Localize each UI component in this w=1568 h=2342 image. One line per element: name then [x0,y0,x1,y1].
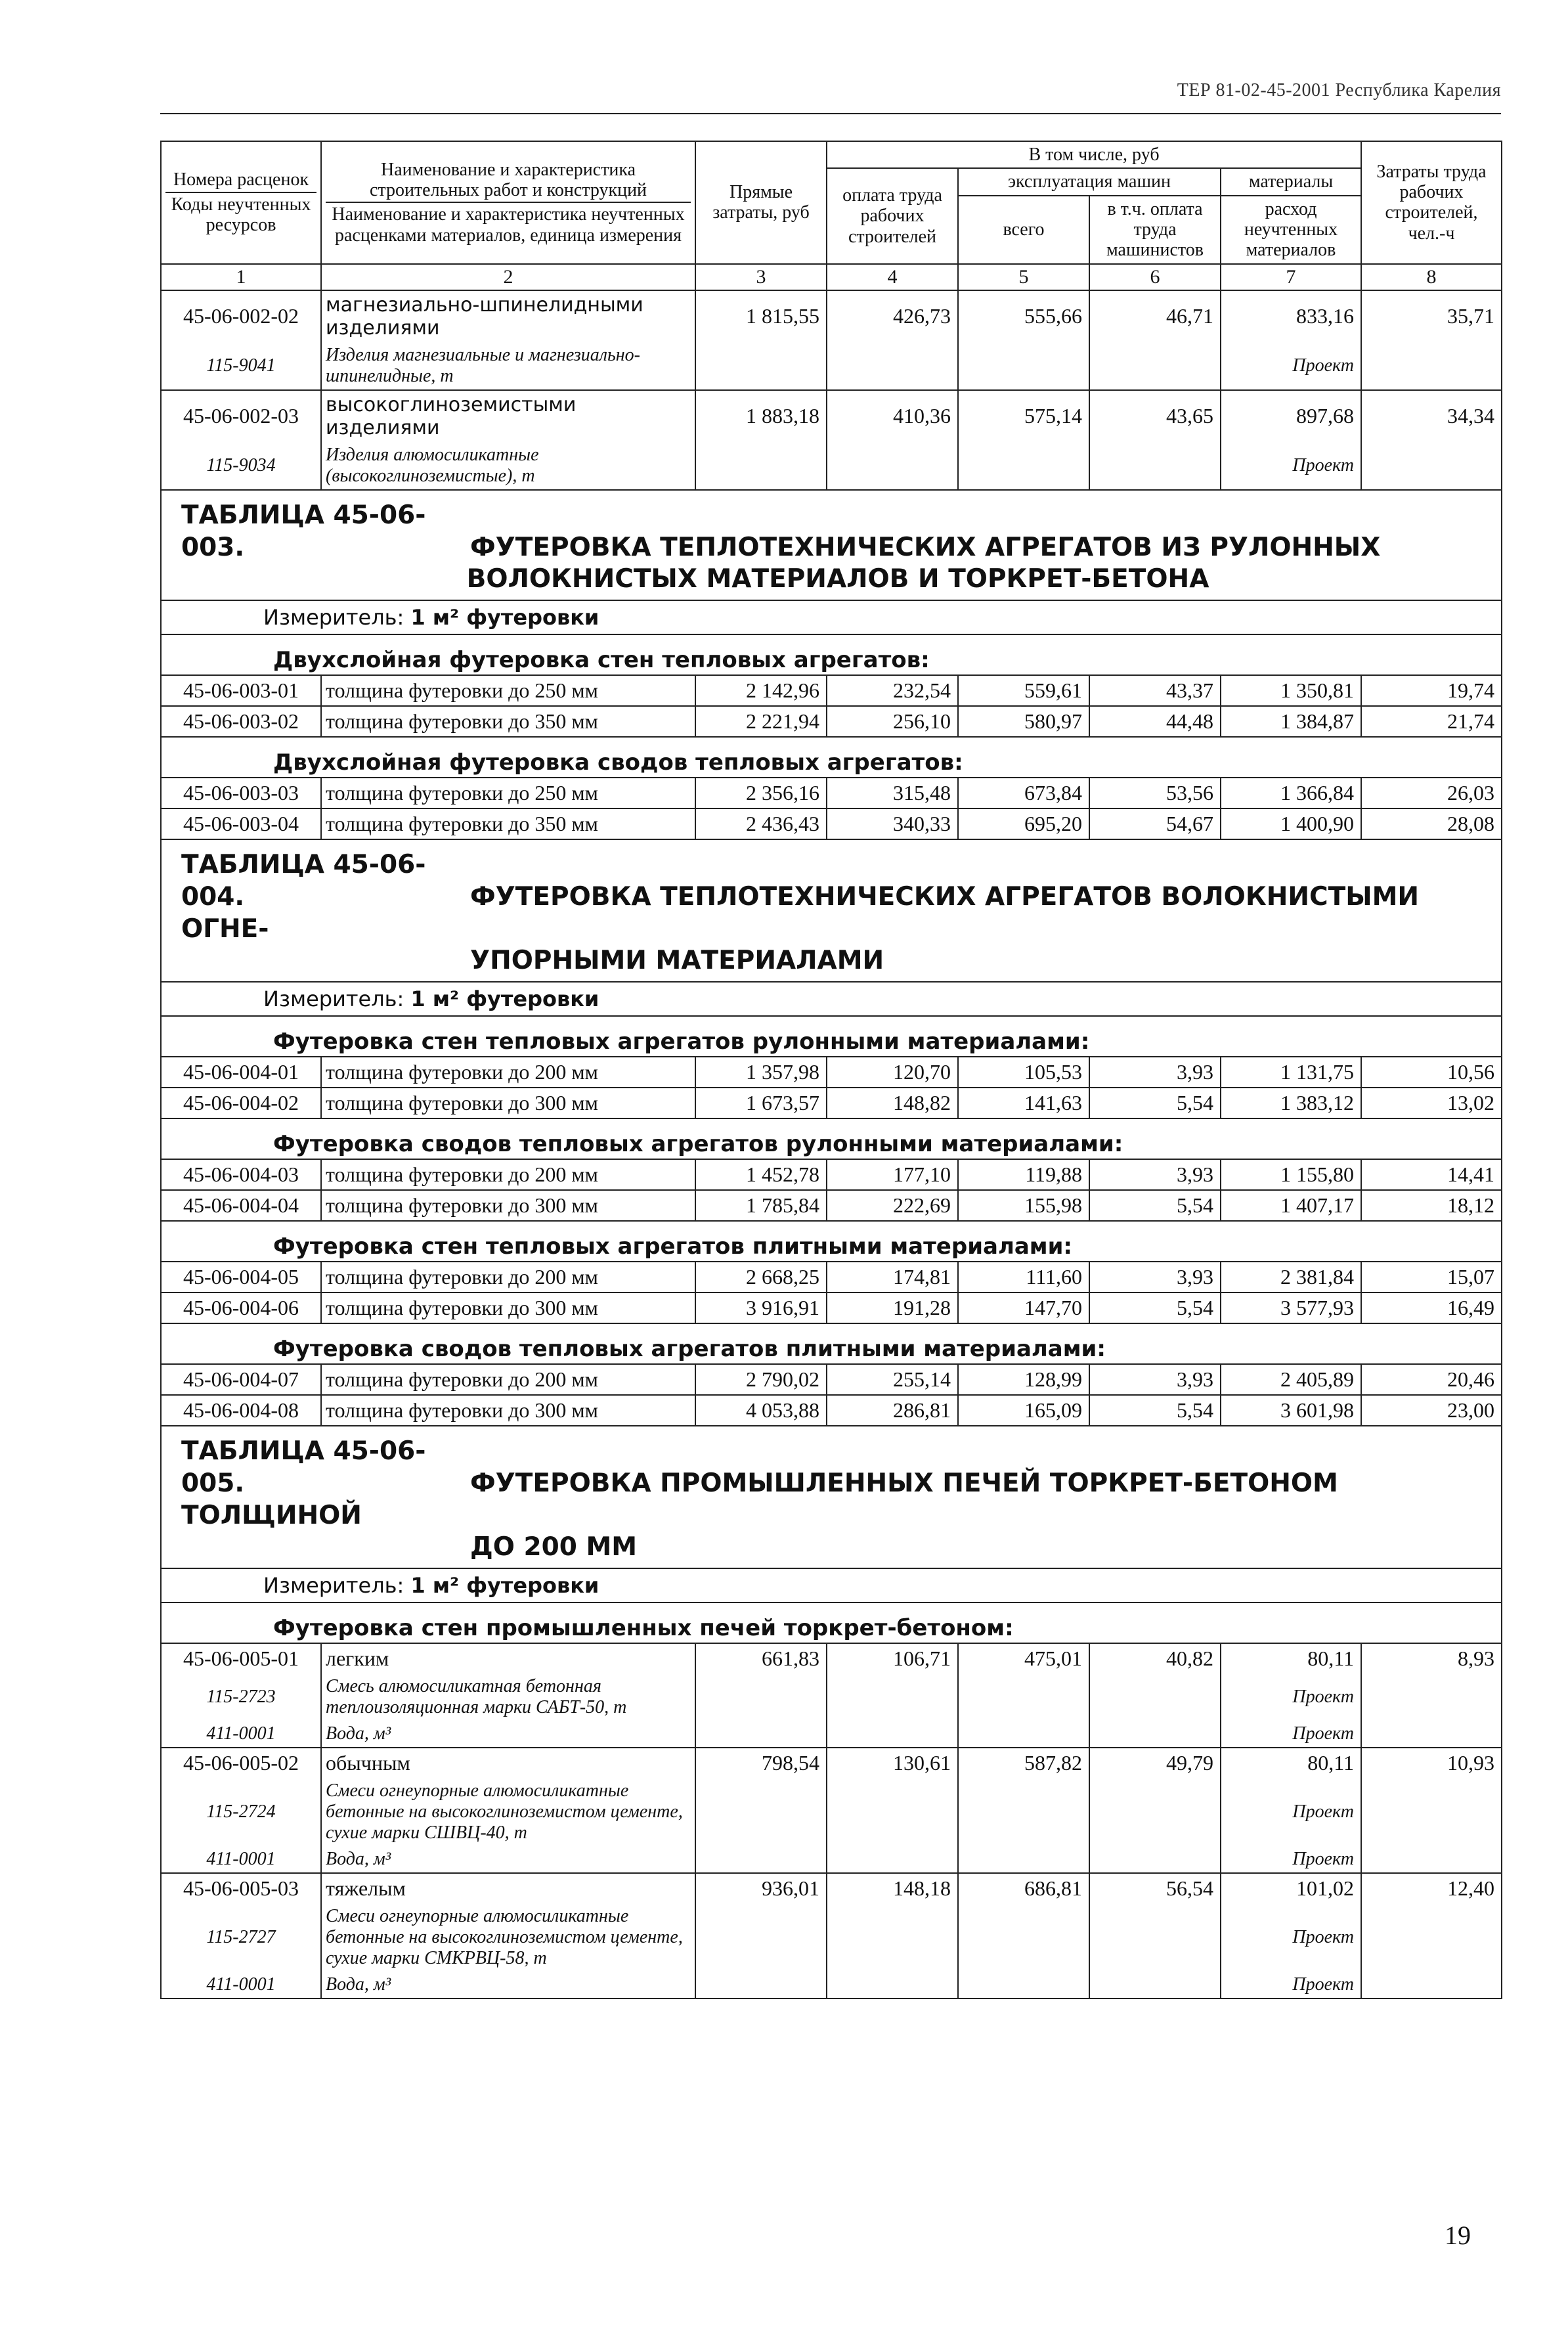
material-row: 411-0001 Вода, м³ Проект [161,1972,1502,1999]
table-title-004: ТАБЛИЦА 45-06-004. ФУТЕРОВКА ТЕПЛОТЕХНИЧЕСКИХ АГРЕГАТОВ ВОЛОКНИСТЫМИ ОГНЕ- УПОРНЫМИ МАТЕРИАЛАМИ [161,839,1502,982]
table-row: 45-06-004-02 толщина футеровки до 300 мм 1 673,57 148,82 141,63 5,54 1 383,12 13,02 [161,1088,1502,1118]
section-title: Футеровка сводов тепловых агрегатов рулонными материалами: [161,1118,1502,1159]
table-row: 45-06-003-04 толщина футеровки до 350 мм 2 436,43 340,33 695,20 54,67 1 400,90 28,08 [161,808,1502,839]
measure-unit-004: Измеритель: 1 м² футеровки [161,982,1502,1016]
table-row: 45-06-004-01 толщина футеровки до 200 мм 1 357,98 120,70 105,53 3,93 1 131,75 10,56 [161,1057,1502,1088]
section-title: Двухслойная футеровка сводов тепловых агрегатов: [161,737,1502,778]
table-row: 45-06-002-03 высокоглиноземистыми изделиями 1 883,18 410,36 575,14 43,65 897,68 34,34 [161,390,1502,442]
table-row: 45-06-003-03 толщина футеровки до 250 мм 2 356,16 315,48 673,84 53,56 1 366,84 26,03 [161,778,1502,808]
material-row: 115-9041 Изделия магнезиальные и магнезиально-шпинелидные, т Проект [161,342,1502,390]
table-row: 45-06-005-02 обычным 798,54 130,61 587,82 49,79 80,11 10,93 [161,1748,1502,1778]
page-number: 19 [1445,2220,1471,2250]
section-title: Футеровка стен промышленных печей торкрет-бетоном: [161,1602,1502,1643]
rates-table [160,141,1502,1999]
section-title: Футеровка стен тепловых агрегатов плитными материалами: [161,1221,1502,1262]
measure-unit-005: Измеритель: 1 м² футеровки [161,1568,1502,1602]
col-header-materials: материалы [1221,168,1361,195]
table-row: 45-06-003-01 толщина футеровки до 250 мм 2 142,96 232,54 559,61 43,37 1 350,81 19,74 [161,675,1502,706]
table-row: 45-06-004-08 толщина футеровки до 300 мм 4 053,88 286,81 165,09 5,54 3 601,98 23,00 [161,1395,1502,1426]
col-header-4: оплата труда рабочих строителей [827,168,958,263]
table-title-003: ТАБЛИЦА 45-06-003. ФУТЕРОВКА ТЕПЛОТЕХНИЧЕСКИХ АГРЕГАТОВ ИЗ РУЛОННЫХ ВОЛОКНИСТЫХ МАТЕРИАЛОВ И ТОРКРЕТ-БЕТОНА [161,490,1502,600]
col-header-machines: эксплуатация машин [958,168,1221,195]
table-row: 45-06-004-06 толщина футеровки до 300 мм 3 916,91 191,28 147,70 5,54 3 577,93 16,49 [161,1293,1502,1323]
col-header-3: Прямые затраты, руб [695,141,827,264]
column-numbers-row: 1 2 3 4 5 6 7 8 [161,264,1502,290]
measure-unit-003: Измеритель: 1 м² футеровки [161,600,1502,634]
header-rule [160,113,1501,114]
col-header-8: Затраты труда рабочих строителей, чел.-ч [1361,141,1502,264]
section-title: Двухслойная футеровка стен тепловых агрегатов: [161,634,1502,675]
table-row: 45-06-003-02 толщина футеровки до 350 мм 2 221,94 256,10 580,97 44,48 1 384,87 21,74 [161,706,1502,737]
table-row: 45-06-004-03 толщина футеровки до 200 мм 1 452,78 177,10 119,88 3,93 1 155,80 14,41 [161,1159,1502,1190]
table-row: 45-06-004-04 толщина футеровки до 300 мм 1 785,84 222,69 155,98 5,54 1 407,17 18,12 [161,1190,1502,1221]
table-title-005: ТАБЛИЦА 45-06-005. ФУТЕРОВКА ПРОМЫШЛЕННЫХ ПЕЧЕЙ ТОРКРЕТ-БЕТОНОМ ТОЛЩИНОЙ ДО 200 ММ [161,1426,1502,1568]
material-row: 115-2723 Смесь алюмосиликатная бетонная теплоизоляционная марки САБТ-50, т Проект [161,1673,1502,1721]
col-header-group: В том числе, руб [827,141,1361,168]
material-row: 115-2724 Смеси огнеупорные алюмосиликатные бетонные на высокоглиноземистом цементе, сухие марки СШВЦ-40, т Проект [161,1778,1502,1846]
section-title: Футеровка сводов тепловых агрегатов плитными материалами: [161,1323,1502,1364]
rates-table-frame [160,141,1501,1999]
material-row: 115-2727 Смеси огнеупорные алюмосиликатные бетонные на высокоглиноземистом цементе, сухие марки СМКРВЦ-58, т Проект [161,1903,1502,1972]
col-header-6: в т.ч. оплата труда машинистов [1089,196,1221,264]
table-row: 45-06-002-02 магнезиально-шпинелидными изделиями 1 815,55 426,73 555,66 46,71 833,16 35,71 [161,290,1502,342]
col-header-1: Номера расценок Коды неучтенных ресурсов [161,141,321,264]
col-header-7: расход неучтенных материалов [1221,196,1361,264]
material-row: 115-9034 Изделия алюмосиликатные (высокоглиноземистые), т Проект [161,442,1502,490]
table-row: 45-06-004-05 толщина футеровки до 200 мм 2 668,25 174,81 111,60 3,93 2 381,84 15,07 [161,1262,1502,1293]
col-header-5: всего [958,196,1089,264]
table-row: 45-06-004-07 толщина футеровки до 200 мм 2 790,02 255,14 128,99 3,93 2 405,89 20,46 [161,1364,1502,1395]
table-row: 45-06-005-01 легким 661,83 106,71 475,01 40,82 80,11 8,93 [161,1643,1502,1673]
material-row: 411-0001 Вода, м³ Проект [161,1846,1502,1873]
material-row: 411-0001 Вода, м³ Проект [161,1721,1502,1748]
section-title: Футеровка стен тепловых агрегатов рулонными материалами: [161,1016,1502,1057]
col-header-2: Наименование и характеристика строительных работ и конструкций Наименование и характеристика неучтенных расценками материалов, единица измерения [321,141,695,264]
running-header: ТЕР 81-02-45-2001 Республика Карелия [1177,80,1501,100]
table-row: 45-06-005-03 тяжелым 936,01 148,18 686,81 56,54 101,02 12,40 [161,1873,1502,1903]
